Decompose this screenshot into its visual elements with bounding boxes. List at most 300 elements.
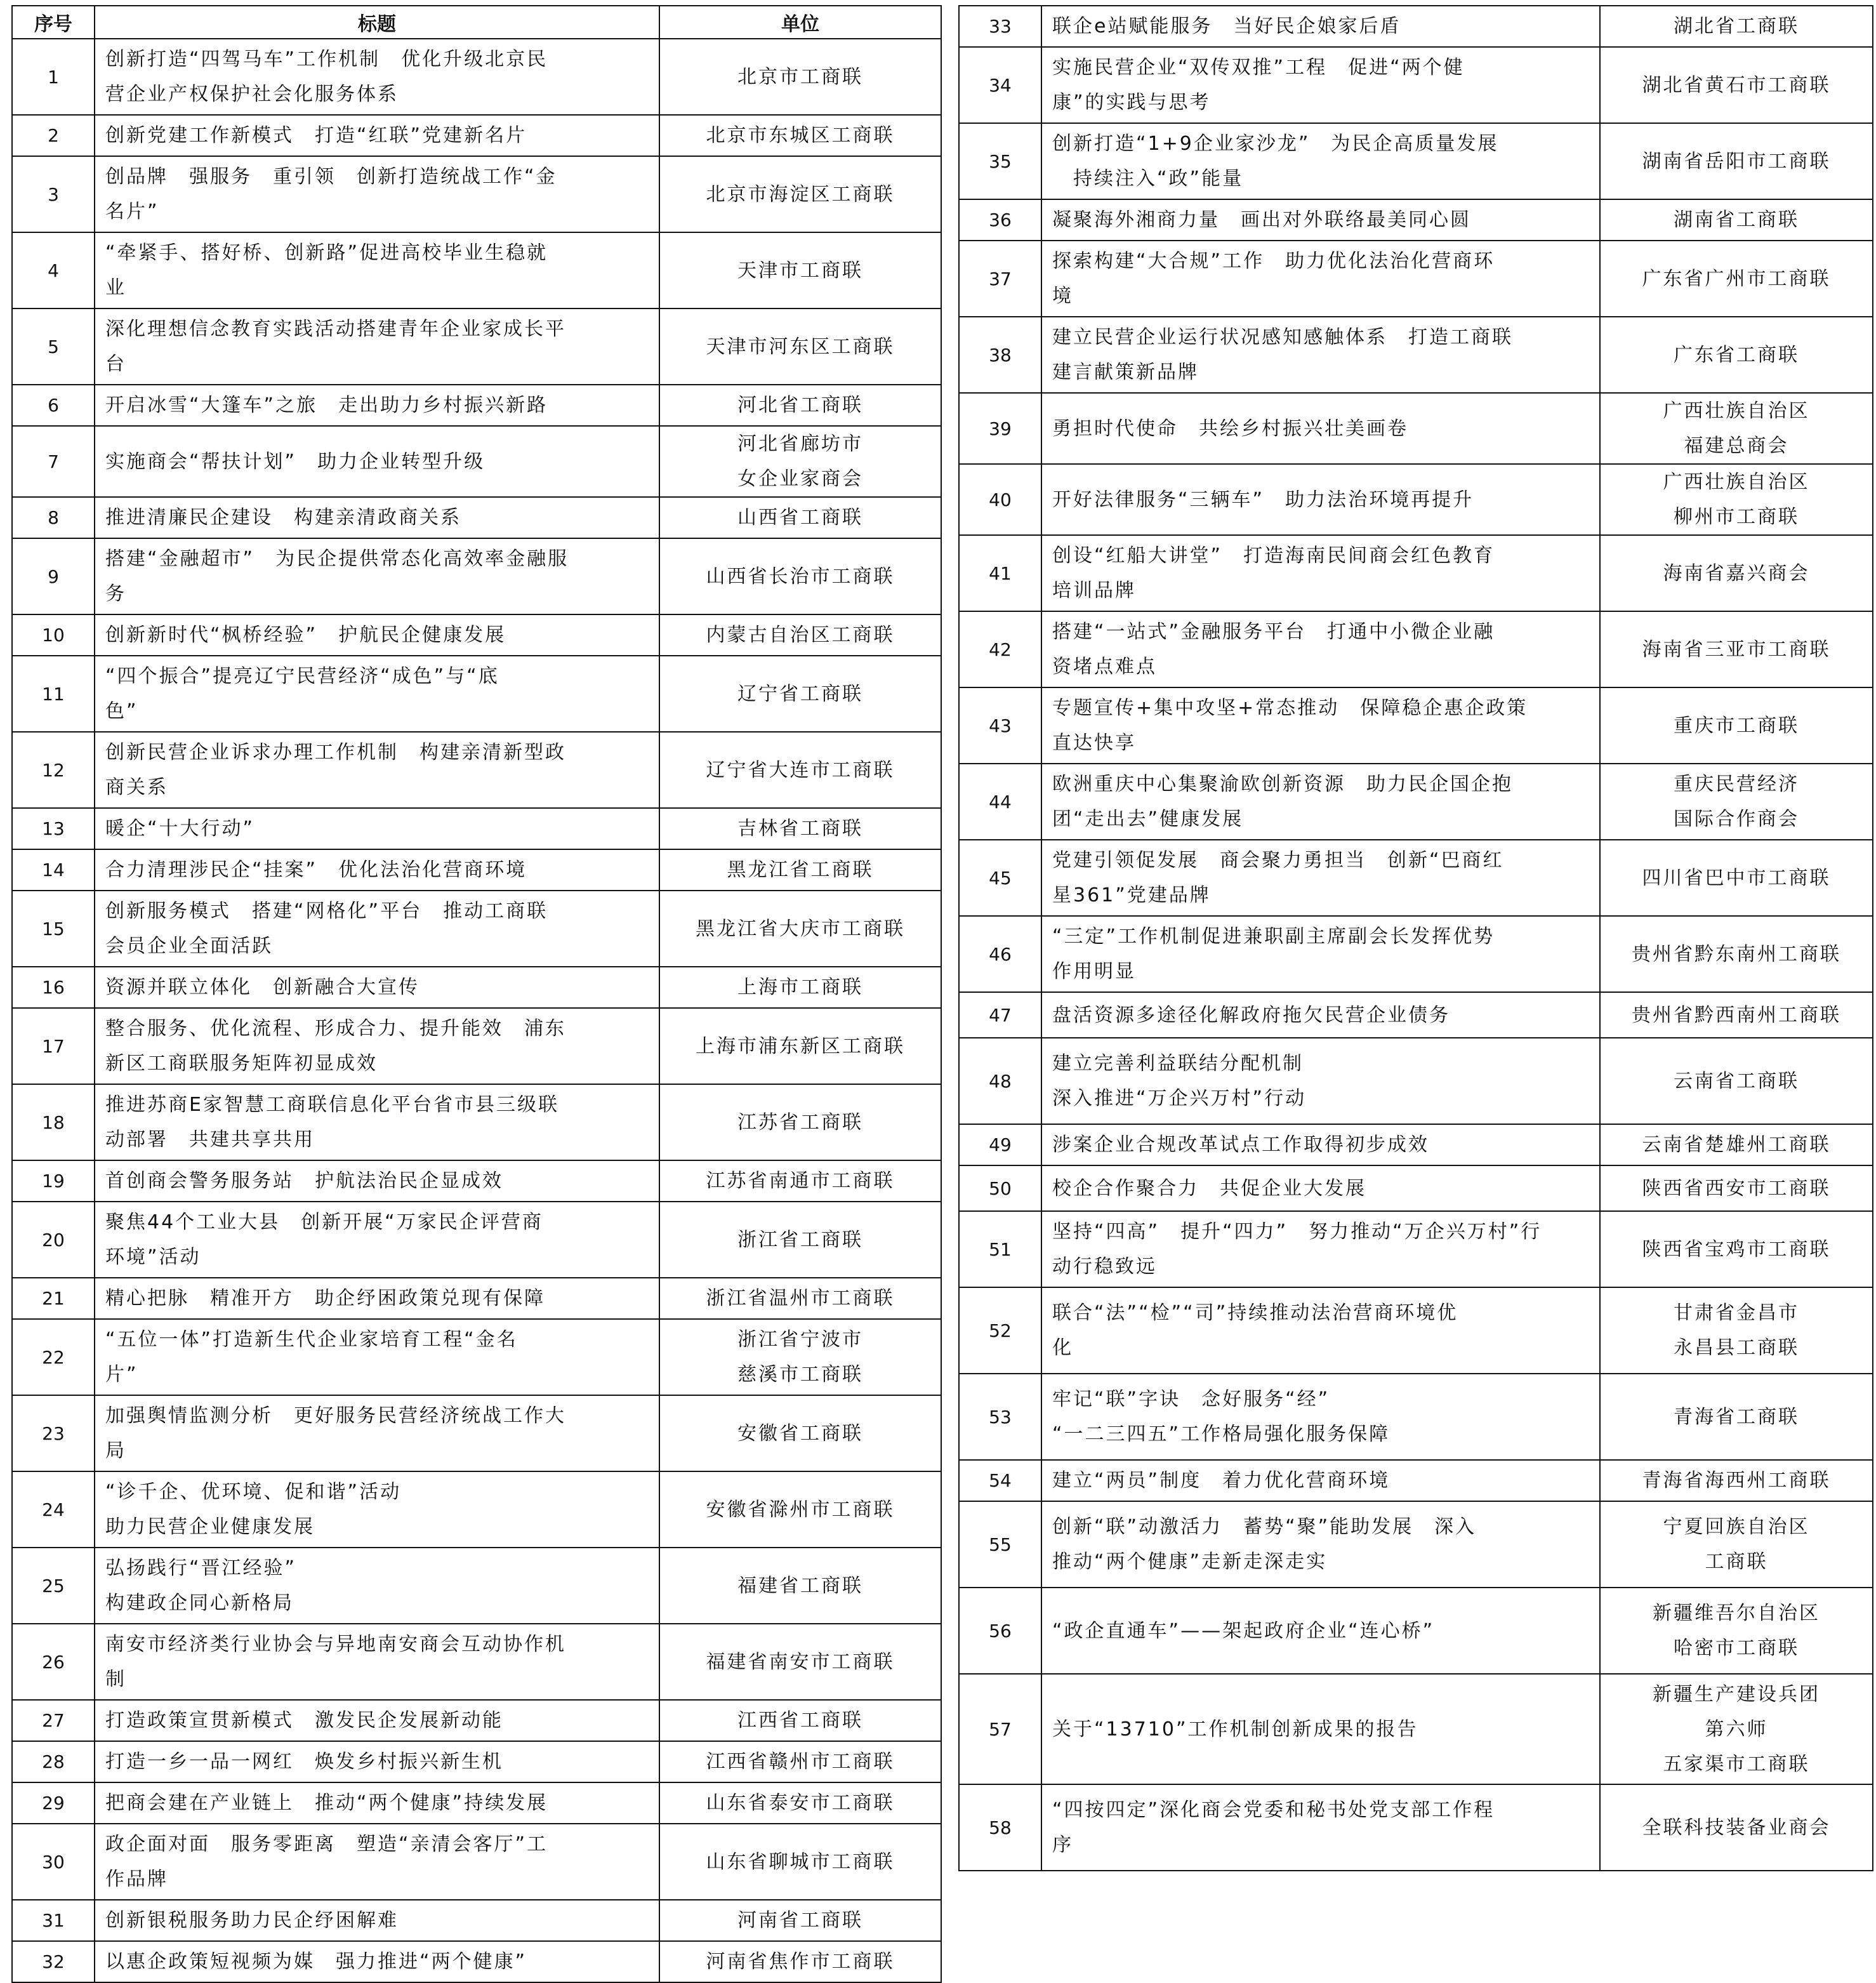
row-unit: [1600, 1287, 1873, 1374]
row-title: [1041, 123, 1600, 199]
row-unit: [659, 1700, 941, 1741]
table-row: [959, 1501, 1873, 1588]
row-number: 55: [959, 1501, 1041, 1588]
title-line: 环境”活动: [105, 1246, 201, 1268]
title-line: 局: [105, 1440, 126, 1462]
row-title: [1041, 1124, 1600, 1165]
right-table: [958, 5, 1873, 1871]
row-unit: [1600, 840, 1873, 916]
unit-line: 贵州省黔西南州工商联: [1632, 1004, 1841, 1026]
unit-line: 北京市工商联: [737, 65, 863, 88]
row-title: [1041, 1674, 1600, 1784]
row-title: [95, 1160, 659, 1202]
title-line: 片”: [105, 1363, 138, 1386]
row-unit: [659, 1395, 941, 1471]
row-number: 20: [12, 1202, 95, 1278]
title-line: 色”: [105, 700, 138, 722]
table-row: [12, 1008, 941, 1084]
title-line: 合力清理涉民企“挂案” 优化法治化营商环境: [105, 859, 527, 881]
row-unit: [659, 656, 941, 732]
title-line: 作用明显: [1052, 960, 1136, 983]
row-number: 12: [12, 732, 95, 808]
unit-line: 重庆市工商联: [1674, 714, 1799, 737]
table-row: [12, 1278, 941, 1319]
unit-line: 上海市浦东新区工商联: [696, 1035, 905, 1058]
title-line: 资源并联立体化 创新融合大宣传: [105, 976, 419, 998]
table-row: [12, 1160, 941, 1202]
row-title: [1041, 6, 1600, 47]
row-number: 14: [12, 849, 95, 891]
row-title: [95, 426, 659, 497]
row-unit: [659, 891, 941, 967]
table-row: [959, 1460, 1873, 1501]
row-number: 58: [959, 1784, 1041, 1871]
row-number: 24: [12, 1471, 95, 1548]
title-line: 直达快享: [1052, 732, 1136, 754]
row-unit: [1600, 1588, 1873, 1674]
row-unit: [659, 1008, 941, 1084]
unit-line: 海南省嘉兴商会: [1663, 562, 1810, 585]
title-line: 建言献策新品牌: [1052, 361, 1199, 383]
row-number: 33: [959, 6, 1041, 47]
unit-line: 湖北省黄石市工商联: [1642, 74, 1831, 96]
unit-line: 广西壮族自治区: [1663, 471, 1810, 493]
table-row: [12, 1900, 941, 1941]
title-line: 欧洲重庆中心集聚渝欧创新资源 助力民企国企抱: [1052, 773, 1513, 795]
title-line: 首创商会警务服务站 护航法治民企显成效: [105, 1170, 503, 1192]
unit-line: 广西壮族自治区: [1663, 400, 1810, 422]
row-unit: [1600, 687, 1873, 764]
title-line: 动部署 共建共享共用: [105, 1129, 315, 1151]
table-row: [12, 1782, 941, 1824]
table-row: [959, 1211, 1873, 1287]
title-line: 暖企“十大行动”: [105, 818, 255, 840]
title-line: 推进清廉民企建设 构建亲清政商关系: [105, 507, 461, 529]
unit-line: 山西省工商联: [737, 507, 863, 529]
title-line: 创新服务模式 搭建“网格化”平台 推动工商联: [105, 900, 548, 922]
row-title: [1041, 1038, 1600, 1124]
title-line: 把商会建在产业链上 推动“两个健康”持续发展: [105, 1792, 548, 1814]
row-unit: [659, 156, 941, 232]
row-title: [95, 308, 659, 385]
table-row: [12, 308, 941, 385]
row-number: 30: [12, 1824, 95, 1900]
title-line: 牢记“联”字诀 念好服务“经”: [1052, 1388, 1330, 1410]
row-unit: [1600, 199, 1873, 241]
unit-line: 福建省南安市工商联: [706, 1650, 895, 1673]
row-title: [1041, 1460, 1600, 1501]
row-number: 19: [12, 1160, 95, 1202]
unit-line: 辽宁省工商联: [737, 682, 863, 705]
row-unit: [1600, 47, 1873, 123]
unit-line: 山东省泰安市工商联: [706, 1792, 895, 1814]
unit-line: 陕西省西安市工商联: [1642, 1177, 1831, 1200]
left-table: [11, 5, 942, 1983]
title-line: 星361”党建品牌: [1052, 884, 1211, 906]
table-row: [959, 241, 1873, 317]
row-unit: [1600, 6, 1873, 47]
title-line: 创新打造“四驾马车”工作机制 优化升级北京民: [105, 48, 548, 70]
title-line: 新区工商联服务矩阵初显成效: [105, 1052, 378, 1075]
row-title: [95, 385, 659, 426]
unit-line: 湖南省工商联: [1674, 209, 1799, 231]
table-row: [12, 1941, 941, 1982]
row-title: [95, 538, 659, 614]
unit-line: 福建总商会: [1684, 435, 1789, 457]
title-line: “诊千企、优环境、促和谐”活动: [105, 1481, 402, 1503]
unit-line: 哈密市工商联: [1674, 1637, 1799, 1659]
unit-line: 吉林省工商联: [737, 818, 863, 840]
row-title: [95, 497, 659, 538]
title-line: 推进苏商E家智慧工商联信息化平台省市县三级联: [105, 1094, 559, 1116]
title-line: 建立民营企业运行状况感知感触体系 打造工商联: [1052, 326, 1513, 348]
title-line: 深入推进“万企兴万村”行动: [1052, 1087, 1307, 1110]
unit-line: 北京市东城区工商联: [706, 124, 895, 147]
unit-line: 重庆民营经济: [1674, 773, 1799, 795]
unit-line: 新疆维吾尔自治区: [1653, 1602, 1820, 1624]
row-number: 49: [959, 1124, 1041, 1165]
row-number: 44: [959, 764, 1041, 840]
row-unit: [1600, 764, 1873, 840]
unit-line: 湖南省岳阳市工商联: [1642, 150, 1831, 173]
table-row: [959, 840, 1873, 916]
title-line: 勇担时代使命 共绘乡村振兴壮美画卷: [1052, 417, 1408, 440]
row-unit: [659, 1160, 941, 1202]
row-unit: [1600, 393, 1873, 464]
row-number: 22: [12, 1319, 95, 1395]
unit-line: 青海省海西州工商联: [1642, 1469, 1831, 1492]
title-line: 实施商会“帮扶计划” 助力企业转型升级: [105, 450, 486, 473]
row-unit: [1600, 1501, 1873, 1588]
row-title: [1041, 992, 1600, 1038]
title-line: 务: [105, 583, 126, 605]
row-title: [95, 1395, 659, 1471]
row-unit: [659, 1741, 941, 1782]
row-unit: [659, 1624, 941, 1700]
table-row: [959, 6, 1873, 47]
unit-line: 江苏省工商联: [737, 1111, 863, 1134]
table-row: [12, 497, 941, 538]
row-title: [1041, 47, 1600, 123]
title-line: 弘扬践行“晋江经验”: [105, 1557, 297, 1579]
row-number: 56: [959, 1588, 1041, 1674]
title-line: 实施民营企业“双传双推”工程 促进“两个健: [1052, 56, 1465, 79]
row-unit: [1600, 1374, 1873, 1460]
table-row: [12, 1741, 941, 1782]
unit-line: 河南省工商联: [737, 1909, 863, 1932]
title-line: “五位一体”打造新生代企业家培育工程“金名: [105, 1329, 518, 1351]
title-line: “三定”工作机制促进兼职副主席副会长发挥优势: [1052, 925, 1495, 948]
table-row: [12, 1084, 941, 1160]
row-title: [95, 808, 659, 849]
row-title: [95, 849, 659, 891]
row-number: 35: [959, 123, 1041, 199]
unit-line: 宁夏回族自治区: [1663, 1516, 1810, 1538]
unit-line: 青海省工商联: [1674, 1405, 1799, 1428]
title-line: 创新民营企业诉求办理工作机制 构建亲清新型政: [105, 741, 566, 764]
title-line: 创新“联”动激活力 蓄势“聚”能助发展 深入: [1052, 1516, 1477, 1538]
unit-line: 甘肃省金昌市: [1674, 1302, 1799, 1324]
title-line: 会员企业全面活跃: [105, 935, 273, 957]
unit-line: 山东省聊城市工商联: [706, 1850, 895, 1873]
row-number: 47: [959, 992, 1041, 1038]
unit-line: 辽宁省大连市工商联: [706, 759, 895, 781]
table-row: [12, 232, 941, 308]
row-title: [1041, 1501, 1600, 1588]
title-line: 营企业产权保护社会化服务体系: [105, 83, 399, 105]
title-line: 创品牌 强服务 重引领 创新打造统战工作“金: [105, 166, 557, 188]
row-title: [95, 39, 659, 115]
title-line: 校企合作聚合力 共促企业大发展: [1052, 1177, 1366, 1200]
row-title: [95, 891, 659, 967]
title-line: 凝聚海外湘商力量 画出对外联络最美同心圆: [1052, 209, 1471, 231]
title-line: 打造政策宣贯新模式 激发民企发展新动能: [105, 1709, 503, 1732]
unit-line: 贵州省黔东南州工商联: [1632, 943, 1841, 965]
title-line: 资堵点难点: [1052, 656, 1157, 678]
title-line: 联合“法”“检”“司”持续推动法治营商环境优: [1052, 1302, 1458, 1324]
row-number: 28: [12, 1741, 95, 1782]
table-row: [12, 1319, 941, 1395]
row-unit: [659, 614, 941, 656]
row-unit: [1600, 241, 1873, 317]
row-title: [95, 115, 659, 156]
title-line: “一二三四五”工作格局强化服务保障: [1052, 1423, 1390, 1445]
row-number: 34: [959, 47, 1041, 123]
title-line: 打造一乡一品一网红 焕发乡村振兴新生机: [105, 1751, 503, 1773]
row-unit: [659, 1278, 941, 1319]
row-number: 54: [959, 1460, 1041, 1501]
row-title: [95, 1202, 659, 1278]
table-row: [959, 611, 1873, 687]
row-number: 38: [959, 317, 1041, 393]
row-number: 40: [959, 464, 1041, 535]
unit-line: 云南省工商联: [1674, 1070, 1799, 1092]
row-number: 29: [12, 1782, 95, 1824]
row-title: [1041, 1588, 1600, 1674]
table-row: [12, 967, 941, 1008]
title-line: 动行稳致远: [1052, 1256, 1157, 1278]
row-title: [95, 1824, 659, 1900]
title-line: 涉案企业合规改革试点工作取得初步成效: [1052, 1134, 1429, 1156]
row-number: 41: [959, 535, 1041, 611]
table-row: [12, 156, 941, 232]
title-line: 台: [105, 353, 126, 375]
row-unit: [1600, 1038, 1873, 1124]
table-row: [12, 1395, 941, 1471]
title-line: 开好法律服务“三辆车” 助力法治环境再提升: [1052, 488, 1474, 511]
row-number: 7: [12, 426, 95, 497]
row-unit: [659, 967, 941, 1008]
row-number: 50: [959, 1165, 1041, 1211]
row-title: [95, 1941, 659, 1982]
row-title: [1041, 199, 1600, 241]
row-unit: [659, 538, 941, 614]
unit-line: 内蒙古自治区工商联: [706, 624, 895, 646]
title-line: 作品牌: [105, 1868, 168, 1890]
unit-line: 新疆生产建设兵团: [1653, 1683, 1820, 1706]
table-row: [12, 614, 941, 656]
table-row: [12, 385, 941, 426]
row-title: [95, 1900, 659, 1941]
row-number: 18: [12, 1084, 95, 1160]
row-number: 27: [12, 1700, 95, 1741]
row-unit: [659, 385, 941, 426]
title-line: 团“走出去”健康发展: [1052, 808, 1244, 830]
row-number: 4: [12, 232, 95, 308]
row-title: [95, 1278, 659, 1319]
row-number: 42: [959, 611, 1041, 687]
title-line: 政企面对面 服务零距离 塑造“亲清会客厅”工: [105, 1833, 548, 1855]
row-title: [95, 1548, 659, 1624]
table-row: [12, 732, 941, 808]
row-unit: [1600, 123, 1873, 199]
row-number: 26: [12, 1624, 95, 1700]
row-unit: [659, 1548, 941, 1624]
row-title: [95, 1782, 659, 1824]
table-row: [959, 1124, 1873, 1165]
row-number: 3: [12, 156, 95, 232]
header-row: [12, 6, 941, 39]
header-title: 标题: [95, 6, 659, 39]
table-row: [12, 426, 941, 497]
row-unit: [1600, 535, 1873, 611]
table-row: [959, 1674, 1873, 1784]
row-number: 51: [959, 1211, 1041, 1287]
row-unit: [659, 1202, 941, 1278]
unit-line: 安徽省工商联: [737, 1422, 863, 1445]
row-number: 17: [12, 1008, 95, 1084]
row-title: [95, 1319, 659, 1395]
row-title: [1041, 687, 1600, 764]
table-row: [959, 1374, 1873, 1460]
title-line: 推动“两个健康”走新走深走实: [1052, 1551, 1328, 1573]
table-row: [959, 1588, 1873, 1674]
header-unit: 单位: [659, 6, 941, 39]
table-row: [959, 1784, 1873, 1871]
row-title: [1041, 464, 1600, 535]
title-line: 关于“13710”工作机制创新成果的报告: [1052, 1718, 1418, 1741]
row-unit: [659, 1319, 941, 1395]
row-title: [95, 732, 659, 808]
row-unit: [659, 115, 941, 156]
row-number: 45: [959, 840, 1041, 916]
table-row: [12, 1471, 941, 1548]
row-title: [95, 1741, 659, 1782]
unit-line: 浙江省宁波市: [737, 1329, 863, 1351]
table-row: [12, 1824, 941, 1900]
row-number: 16: [12, 967, 95, 1008]
table-row: [12, 538, 941, 614]
header-num: 序号: [12, 6, 95, 39]
row-unit: [1600, 317, 1873, 393]
row-number: 10: [12, 614, 95, 656]
title-line: 盘活资源多途径化解政府拖欠民营企业债务: [1052, 1004, 1450, 1026]
row-title: [1041, 1784, 1600, 1871]
unit-line: 福建省工商联: [737, 1574, 863, 1597]
row-unit: [1600, 1165, 1873, 1211]
title-line: 整合服务、优化流程、形成合力、提升能效 浦东: [105, 1018, 566, 1040]
title-line: 搭建“金融超市” 为民企提供常态化高效率金融服: [105, 548, 569, 570]
row-number: 6: [12, 385, 95, 426]
row-unit: [659, 808, 941, 849]
row-number: 39: [959, 393, 1041, 464]
row-unit: [659, 1782, 941, 1824]
unit-line: 国际合作商会: [1674, 808, 1799, 830]
row-title: [1041, 1374, 1600, 1460]
title-line: 搭建“一站式”金融服务平台 打通中小微企业融: [1052, 621, 1495, 643]
row-unit: [1600, 611, 1873, 687]
row-unit: [659, 849, 941, 891]
title-line: 业: [105, 277, 126, 299]
title-line: 境: [1052, 285, 1073, 307]
row-number: 32: [12, 1941, 95, 1982]
row-number: 11: [12, 656, 95, 732]
row-title: [95, 1084, 659, 1160]
row-number: 31: [12, 1900, 95, 1941]
row-title: [95, 967, 659, 1008]
row-number: 52: [959, 1287, 1041, 1374]
row-unit: [659, 39, 941, 115]
row-title: [95, 1008, 659, 1084]
table-row: [12, 808, 941, 849]
title-line: “四个振合”提亮辽宁民营经济“成色”与“底: [105, 665, 499, 687]
unit-line: 江西省赣州市工商联: [706, 1751, 895, 1773]
title-line: 深化理想信念教育实践活动搭建青年企业家成长平: [105, 318, 566, 340]
unit-line: 女企业家商会: [737, 468, 863, 490]
title-line: 化: [1052, 1337, 1073, 1359]
table-row: [959, 687, 1873, 764]
unit-line: 广东省广州市工商联: [1642, 267, 1831, 290]
unit-line: 云南省楚雄州工商联: [1642, 1134, 1831, 1156]
row-unit: [1600, 1674, 1873, 1784]
title-line: 名片”: [105, 201, 159, 223]
row-unit: [659, 1471, 941, 1548]
row-unit: [659, 232, 941, 308]
row-title: [95, 232, 659, 308]
row-number: 53: [959, 1374, 1041, 1460]
row-unit: [1600, 1784, 1873, 1871]
row-unit: [659, 497, 941, 538]
row-title: [1041, 1165, 1600, 1211]
title-line: 康”的实践与思考: [1052, 91, 1211, 114]
table-row: [959, 1287, 1873, 1374]
row-title: [1041, 764, 1600, 840]
unit-line: 天津市工商联: [737, 259, 863, 282]
row-number: 36: [959, 199, 1041, 241]
title-line: 专题宣传+集中攻坚+常态推动 保障稳企惠企政策: [1052, 697, 1528, 719]
table-row: [959, 535, 1873, 611]
row-number: 57: [959, 1674, 1041, 1784]
row-number: 5: [12, 308, 95, 385]
row-unit: [659, 1941, 941, 1982]
title-line: 创新党建工作新模式 打造“红联”党建新名片: [105, 124, 527, 147]
unit-line: 浙江省温州市工商联: [706, 1287, 895, 1310]
unit-line: 江苏省南通市工商联: [706, 1170, 895, 1192]
title-line: 党建引领促发展 商会聚力勇担当 创新“巴商红: [1052, 849, 1504, 872]
row-title: [1041, 393, 1600, 464]
title-line: 创设“红船大讲堂” 打造海南民间商会红色教育: [1052, 545, 1495, 567]
table-row: [959, 992, 1873, 1038]
unit-line: 上海市工商联: [737, 976, 863, 998]
table-row: [959, 317, 1873, 393]
table-row: [12, 1700, 941, 1741]
table-row: [959, 916, 1873, 992]
row-title: [95, 156, 659, 232]
row-title: [95, 656, 659, 732]
title-line: “政企直通车”——架起政府企业“连心桥”: [1052, 1619, 1435, 1642]
row-unit: [1600, 992, 1873, 1038]
unit-line: 湖北省工商联: [1674, 15, 1799, 37]
